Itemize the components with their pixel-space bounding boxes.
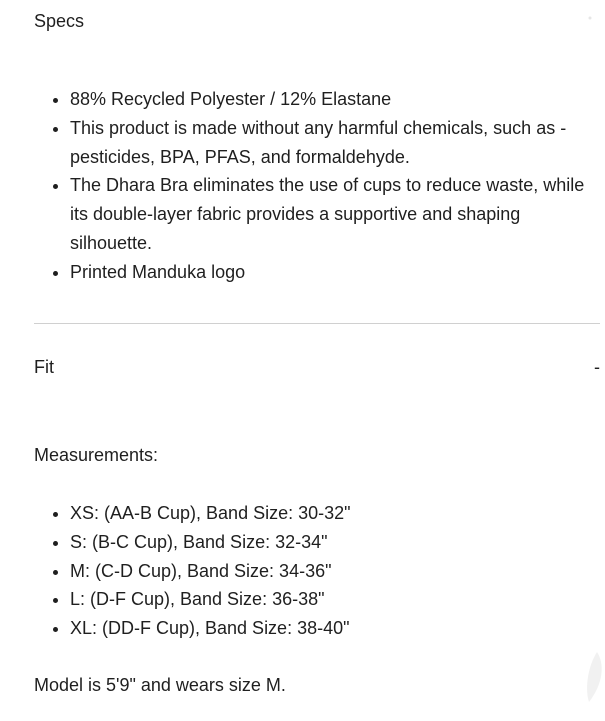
decorative-leaf-icon bbox=[575, 650, 605, 705]
size-item: • XS: (AA-B Cup), Band Size: 30-32" bbox=[70, 499, 351, 528]
size-item: • XL: (DD-F Cup), Band Size: 38-40" bbox=[70, 614, 351, 643]
specs-item: • This product is made without any harmful chemicals, such as - pesticides, BPA, PFAS, and formaldehyde. bbox=[70, 114, 600, 172]
fit-title: Fit bbox=[34, 357, 54, 377]
specs-title: Specs bbox=[34, 11, 85, 31]
specs-item: • Printed Manduka logo bbox=[70, 258, 600, 287]
specs-list bbox=[34, 85, 600, 287]
model-note: Model is 5'9" and wears size M. bbox=[34, 675, 286, 695]
collapse-toggle-icon[interactable]: - bbox=[594, 357, 600, 377]
specs-accordion-header[interactable] bbox=[34, 9, 600, 33]
size-item: • S: (B-C Cup), Band Size: 32-34" bbox=[70, 528, 351, 557]
section-divider bbox=[34, 323, 600, 324]
specs-item: • The Dhara Bra eliminates the use of cups to reduce waste, while its double-layer fabric provides a supportive and shaping silhouette. bbox=[70, 171, 600, 257]
measurements-label: Measurements: bbox=[34, 445, 159, 465]
fit-accordion-header[interactable] bbox=[34, 355, 600, 379]
specs-item: • 88% Recycled Polyester / 12% Elastane bbox=[70, 85, 600, 114]
size-item: • M: (C-D Cup), Band Size: 34-36" bbox=[70, 557, 351, 586]
size-item: • L: (D-F Cup), Band Size: 36-38" bbox=[70, 585, 351, 614]
sizes-list bbox=[34, 499, 351, 643]
